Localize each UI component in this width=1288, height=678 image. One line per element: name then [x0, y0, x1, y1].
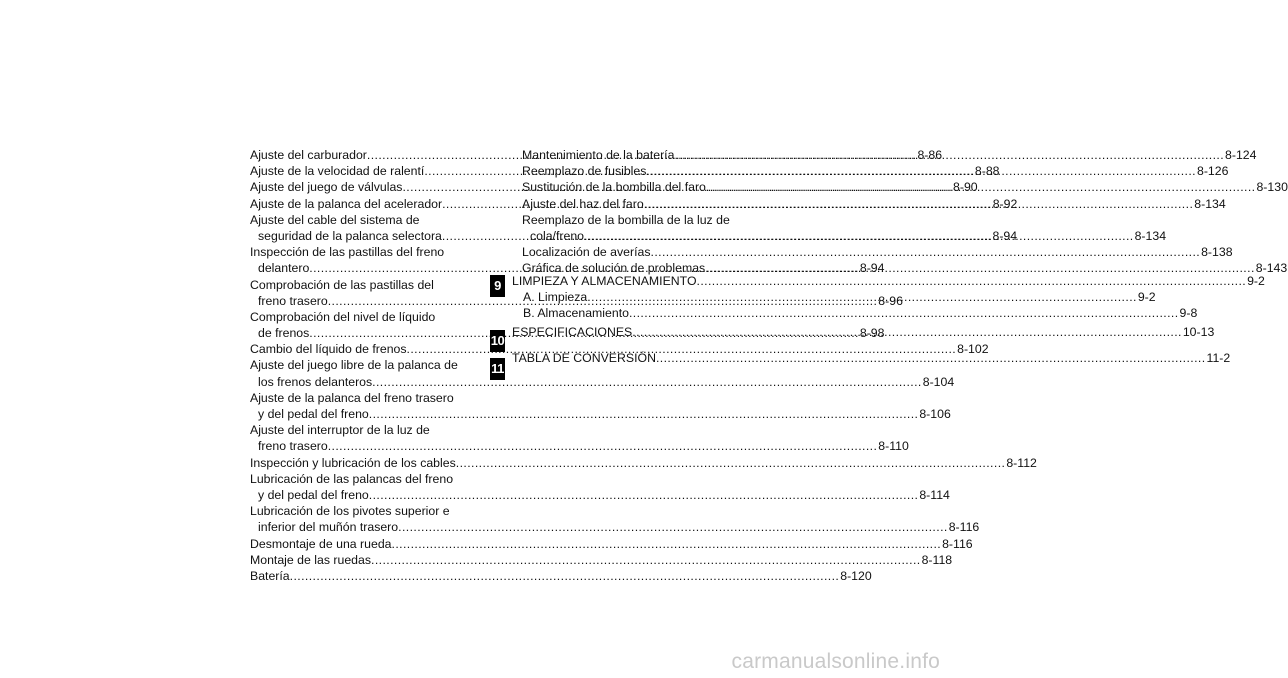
chapter-tab-9[interactable]: 9 [490, 275, 505, 297]
toc-entry-title: Ajuste de la palanca del freno trasero [250, 390, 454, 405]
toc-entry-title: freno trasero [258, 293, 328, 308]
toc-line[interactable] [250, 277, 465, 293]
toc-entry-title: Sustitución de la bombilla del faro [522, 180, 706, 195]
toc-page-number: 8-86 [917, 148, 943, 162]
toc-page-number: 8-104 [922, 374, 955, 389]
toc-entry-title: Ajuste de la palanca del acelerador [250, 196, 443, 211]
toc-line[interactable] [250, 390, 465, 406]
toc-entry-title: seguridad de la palanca selectora [258, 228, 442, 243]
dot-leader [290, 568, 840, 584]
dot-leader [372, 374, 922, 390]
toc-entry-title: y del pedal del freno [258, 487, 369, 502]
toc-line[interactable] [250, 438, 909, 454]
toc-entry-title: Reemplazo de fusibles [522, 164, 647, 179]
toc-line[interactable] [522, 244, 1233, 260]
dot-leader [369, 487, 919, 503]
toc-entry-title: Ajuste del juego libre de la palanca de [250, 358, 458, 373]
toc-entry-title: los frenos delanteros [258, 374, 373, 389]
toc-page-number: 8-114 [919, 487, 950, 502]
toc-entry-title: Comprobación del nivel de líquido [250, 309, 436, 324]
toc-entry-title: TABLA DE CONVERSIÓN [512, 351, 656, 365]
toc-entry-title: Ajuste del cable del sistema de [250, 212, 420, 227]
chapter-tab-10[interactable]: 10 [490, 330, 505, 352]
toc-entry-title: delantero [258, 261, 310, 276]
toc-line[interactable] [512, 305, 1198, 321]
toc-entry-title: Montaje de las ruedas [250, 552, 371, 567]
dot-leader [656, 350, 1206, 366]
toc-line[interactable] [250, 487, 950, 503]
toc-line[interactable] [250, 309, 465, 325]
toc-page-number: 8-138 [1201, 245, 1233, 260]
dot-leader [646, 163, 1196, 179]
toc-page-number: 8-134 [1194, 196, 1226, 211]
toc-entry-title: Desmontaje de una rueda [250, 536, 392, 551]
dot-leader [369, 406, 919, 422]
toc-page-number: 8-120 [840, 568, 872, 583]
toc-page-number: 8-126 [1196, 164, 1229, 179]
toc-line[interactable] [250, 374, 955, 390]
toc-line[interactable] [250, 357, 465, 373]
toc-page-number: 8-102 [957, 342, 989, 357]
toc-entry-title: Mantenimiento de la batería [522, 148, 675, 162]
toc-page-number: 8-116 [942, 536, 973, 551]
toc-line[interactable] [250, 341, 989, 357]
toc-page-number: 8-124 [1225, 148, 1257, 162]
toc-entry-title: LIMPIEZA Y ALMACENAMIENTO [512, 274, 697, 288]
toc-entry-title: Ajuste del interruptor de la luz de [250, 423, 430, 438]
toc-page-number: 8-116 [948, 520, 980, 535]
toc-page-number: 8-143 [1255, 261, 1288, 276]
dot-leader [584, 228, 1134, 244]
chapter-tab-11[interactable]: 11 [490, 358, 505, 380]
toc-entry-title: Localización de averías [522, 245, 651, 260]
toc-entry-title: Batería [250, 568, 290, 583]
dot-leader [371, 552, 921, 568]
toc-page-number: 11-2 [1206, 351, 1231, 365]
toc-line[interactable] [250, 503, 465, 519]
toc-page-number: 8-92 [992, 196, 1018, 211]
dot-leader [644, 196, 1194, 212]
toc-entry-title: Gráfica de solución de problemas [522, 261, 706, 276]
toc-page-number: 9-2 [1137, 290, 1156, 305]
toc-line[interactable] [522, 212, 740, 228]
toc-line[interactable] [250, 244, 465, 260]
toc-entry-title: A. Limpieza [523, 290, 588, 305]
toc-page-number: 8-94 [859, 261, 885, 276]
toc-page-number: 8-88 [974, 164, 1000, 179]
toc-page-number: 8-130 [1256, 180, 1288, 195]
toc-line[interactable] [250, 519, 980, 535]
toc-page-number: 9-8 [1179, 306, 1198, 321]
toc-entry-title: Ajuste del carburador [250, 148, 367, 162]
dot-leader [632, 324, 1182, 340]
toc-entry-title: Ajuste del haz del faro [522, 196, 644, 211]
toc-entry-title: Reemplazo de la bombilla de la luz de [522, 212, 730, 227]
toc-page-number: 8-98 [859, 326, 885, 341]
dot-leader [392, 536, 942, 552]
toc-line[interactable] [512, 273, 1265, 289]
toc-line[interactable] [250, 406, 951, 422]
toc-entry-title: y del pedal del freno [258, 407, 369, 421]
dot-leader [697, 273, 1247, 289]
toc-line[interactable] [250, 455, 1037, 471]
toc-line[interactable] [250, 568, 872, 584]
toc-entry-title: Ajuste del juego de válvulas [250, 180, 403, 195]
dot-leader [651, 244, 1201, 260]
watermark-text: carmanualsonline.info [731, 650, 940, 673]
dot-leader [328, 438, 878, 454]
toc-line[interactable] [250, 422, 465, 438]
toc-entry-title: freno trasero [258, 439, 328, 454]
toc-line[interactable] [250, 471, 465, 487]
toc-page-number: 10-13 [1182, 325, 1215, 339]
toc-entry-title: de frenos [258, 326, 310, 341]
toc-line[interactable] [512, 350, 1231, 366]
toc-entry-title: Cambio del líquido de frenos [250, 342, 407, 357]
toc-entry-title: Ajuste de la velocidad de ralentí [250, 164, 425, 179]
dot-leader [587, 289, 1137, 305]
dot-leader [629, 305, 1179, 321]
dot-leader [456, 455, 1006, 471]
dot-leader [674, 147, 1224, 163]
chapter-11-entries [512, 350, 1231, 366]
dot-leader [706, 179, 1256, 195]
toc-entry-title: Inspección y lubricación de los cables [250, 455, 456, 470]
toc-page-number: 8-106 [919, 407, 951, 421]
toc-page-number: 9-2 [1247, 274, 1265, 288]
toc-page-number: 8-118 [921, 552, 953, 567]
toc-entry-title: ESPECIFICACIONES [512, 325, 633, 339]
toc-entry-title: Inspección de las pastillas del freno [250, 245, 445, 260]
toc-page-number: 8-96 [878, 293, 903, 308]
toc-entry-title: Lubricación de los pivotes superior e [250, 504, 450, 519]
toc-entry-title: Lubricación de las palancas del freno [250, 471, 454, 486]
toc-line[interactable] [250, 212, 465, 228]
toc-entry-title: inferior del muñón trasero [258, 520, 399, 535]
toc-page-number: 8-134 [1134, 228, 1167, 243]
toc-page-number: 8-110 [878, 439, 909, 454]
toc-page-number: 8-94 [992, 228, 1018, 243]
toc-entry-title: B. Almacenamiento [523, 306, 629, 321]
toc-entry-title: Comprobación de las pastillas del [250, 277, 434, 292]
toc-line[interactable] [250, 536, 973, 552]
toc-entry-title: cola/freno [530, 228, 585, 243]
dot-leader [398, 519, 948, 535]
toc-page-number: 8-90 [953, 180, 978, 195]
toc-page-number: 8-112 [1006, 455, 1037, 470]
toc-line[interactable] [250, 552, 953, 568]
